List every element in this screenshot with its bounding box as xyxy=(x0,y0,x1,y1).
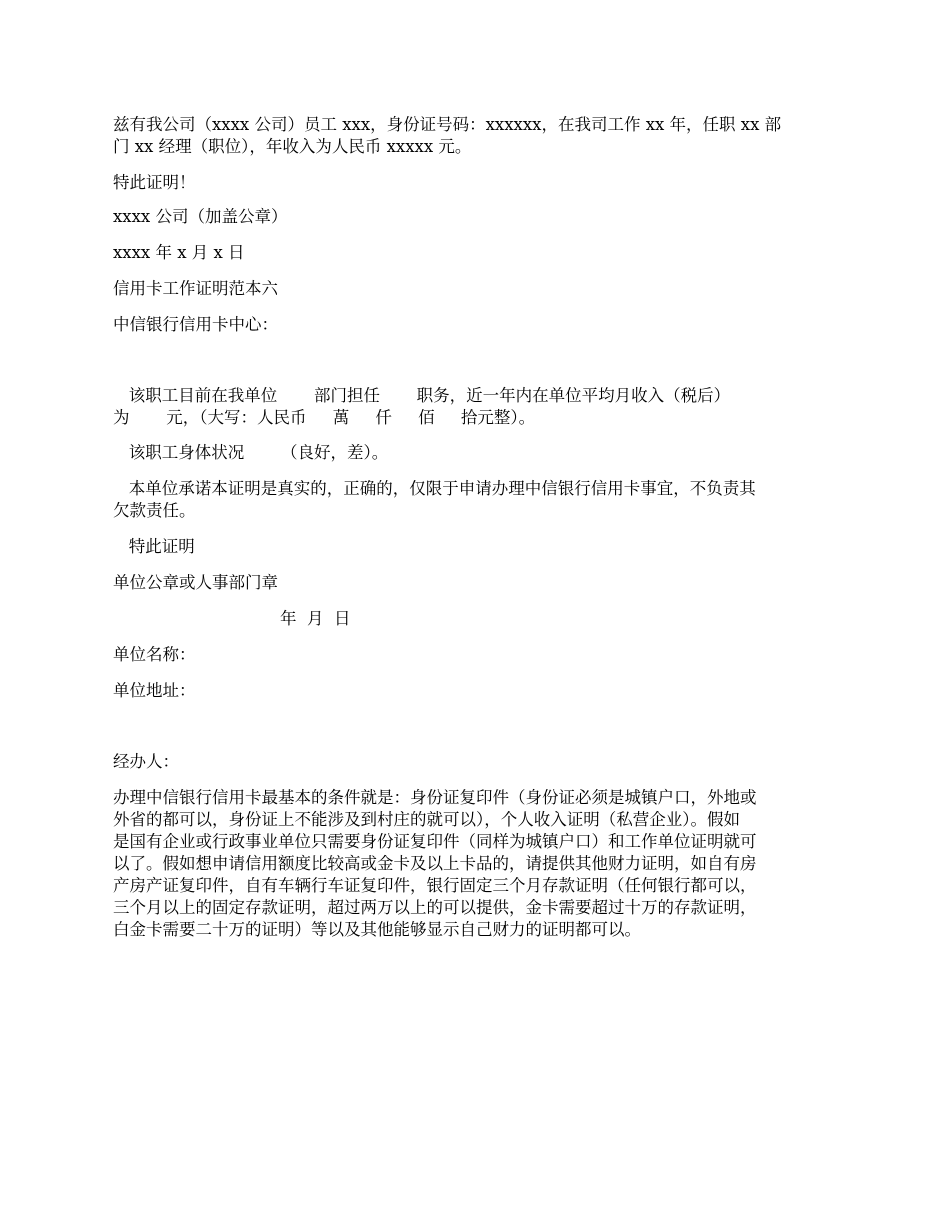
income-line-2: 为 元，（大写：人民币 萬 仟 佰 拾元整）。 xyxy=(113,408,536,427)
conditions-line: 以了。假如想申请信用额度比较高或金卡及以上卡品的，请提供其他财力证明，如自有房 xyxy=(113,854,757,873)
unit-address-label: 单位地址： xyxy=(113,681,196,700)
date-text: xxxx 年 x 月 x 日 xyxy=(113,243,245,262)
addressee-text: 中信银行信用卡中心： xyxy=(113,315,278,334)
promise-line-2: 欠款责任。 xyxy=(113,501,196,520)
promise-line-1: 本单位承诺本证明是真实的，正确的，仅限于申请办理中信银行信用卡事宜，不负责其 xyxy=(113,479,756,498)
special-certification-text: 特此证明！ xyxy=(113,173,196,192)
conditions-line: 是国有企业或行政事业单位只需要身份证复印件（同样为城镇户口）和工作单位证明就可 xyxy=(113,832,757,851)
conditions-line: 外省的都可以，身份证上不能涉及到村庄的就可以），个人收入证明（私营企业）。假如 xyxy=(113,810,740,829)
conditions-line: 白金卡需要二十万的证明）等以及其他能够显示自己财力的证明都可以。 xyxy=(113,920,641,939)
special-certification-text-2: 特此证明 xyxy=(113,537,195,556)
conditions-line: 三个月以上的固定存款证明，超过两万以上的可以提供，金卡需要超过十万的存款证明， xyxy=(113,898,757,917)
intro-line-1: 兹有我公司（xxxx 公司）员工 xxx，身份证号码：xxxxxx，在我司工作 xx 年，任职 xx 部 xyxy=(113,115,782,134)
health-status-line: 该职工身体状况 （良好，差）。 xyxy=(113,443,389,462)
unit-name-label: 单位名称： xyxy=(113,645,196,664)
company-seal-text: xxxx 公司（加盖公章） xyxy=(113,207,288,226)
unit-seal-text: 单位公章或人事部门章 xyxy=(113,573,278,592)
sample-title: 信用卡工作证明范本六 xyxy=(113,279,278,298)
income-line-1: 该职工目前在我单位 部门担任 职务，近一年内在单位平均月收入（税后） xyxy=(113,386,731,405)
conditions-line: 办理中信银行信用卡最基本的条件就是：身份证复印件（身份证必须是城镇户口，外地或 xyxy=(113,788,757,807)
handler-label: 经办人： xyxy=(113,752,179,771)
date-blank-text: 年 月 日 xyxy=(280,609,351,628)
intro-line-2: 门 xx 经理（职位），年收入为人民币 xxxxx 元。 xyxy=(113,137,472,156)
conditions-line: 产房产证复印件，自有车辆行车证复印件，银行固定三个月存款证明（任何银行都可以， xyxy=(113,876,757,895)
